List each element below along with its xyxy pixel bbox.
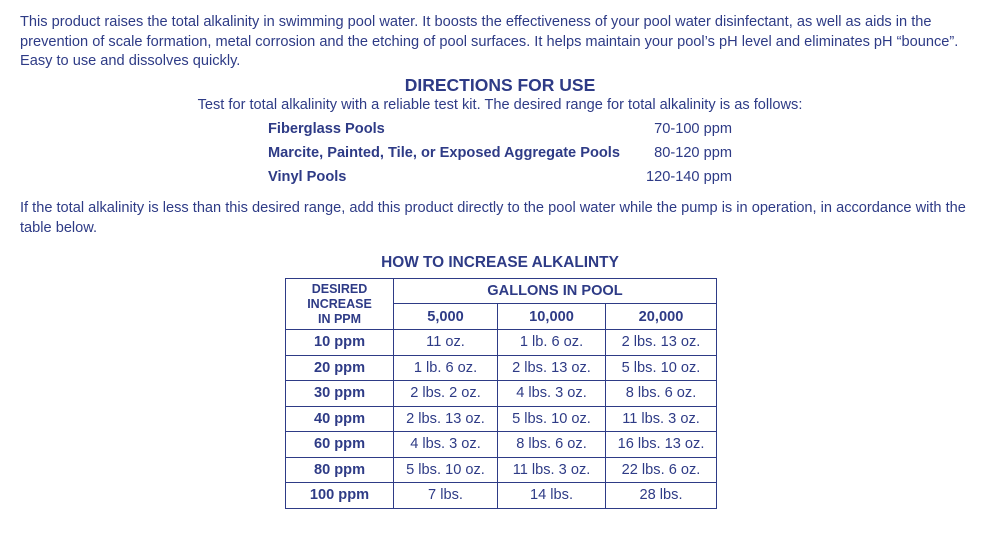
- desired-header-line: INCREASE: [307, 296, 372, 311]
- row-ppm: 60 ppm: [286, 432, 394, 458]
- outro-paragraph: If the total alkalinity is less than this desired range, add this product directly to the pool water while the pump is in operation, in accordance with the table below.: [20, 200, 966, 236]
- range-pool-type: Fiberglass Pools: [268, 121, 385, 137]
- table-row: [286, 381, 717, 407]
- row-amount: 22 lbs. 6 oz.: [606, 457, 717, 483]
- row-ppm: 20 ppm: [286, 355, 394, 381]
- row-amount: 4 lbs. 3 oz.: [394, 432, 498, 458]
- range-row-marcite: [268, 142, 732, 164]
- table-row: [286, 406, 717, 432]
- directions-heading: DIRECTIONS FOR USE: [404, 75, 596, 95]
- gallons-col-10000: 10,000: [498, 304, 606, 330]
- row-amount: 2 lbs. 13 oz.: [498, 355, 606, 381]
- row-amount: 5 lbs. 10 oz.: [394, 457, 498, 483]
- gallons-in-pool-header: GALLONS IN POOL: [394, 279, 717, 304]
- intro-paragraph: This product raises the total alkalinity in swimming pool water. It boosts the effectiveness of your pool water disinfectant, as well as aids in the prevention of scale formation, metal corrosion and the etching of pool surfaces. It helps maintain your pool’s pH level and eliminates pH “bounce”. Easy to use and dissolves quickly.: [20, 14, 959, 69]
- row-amount: 8 lbs. 6 oz.: [606, 381, 717, 407]
- gallons-col-5000: 5,000: [394, 304, 498, 330]
- range-pool-type: Vinyl Pools: [268, 169, 347, 185]
- table-row: [286, 330, 717, 356]
- row-amount: 11 lbs. 3 oz.: [606, 406, 717, 432]
- desired-header-line: IN PPM: [317, 311, 362, 326]
- alkalinity-table: [285, 278, 717, 509]
- row-amount: 5 lbs. 10 oz.: [498, 406, 606, 432]
- row-ppm: 40 ppm: [286, 406, 394, 432]
- desired-increase-header: [286, 279, 394, 330]
- row-ppm: 30 ppm: [286, 381, 394, 407]
- range-ppm: 70-100 ppm: [654, 121, 732, 137]
- range-row-vinyl: [268, 166, 732, 188]
- row-amount: 1 lb. 6 oz.: [394, 355, 498, 381]
- row-amount: 14 lbs.: [498, 483, 606, 509]
- row-amount: 28 lbs.: [606, 483, 717, 509]
- row-amount: 8 lbs. 6 oz.: [498, 432, 606, 458]
- range-pool-type: Marcite, Painted, Tile, or Exposed Aggregate Pools: [268, 145, 620, 161]
- desired-header-line: DESIRED: [311, 281, 368, 296]
- range-ppm: 120-140 ppm: [645, 169, 732, 185]
- range-ppm: 80-120 ppm: [654, 145, 732, 161]
- row-amount: 16 lbs. 13 oz.: [606, 432, 717, 458]
- table-row: [286, 483, 717, 509]
- gallons-col-20000: 20,000: [606, 304, 717, 330]
- table-heading: HOW TO INCREASE ALKALINTY: [381, 254, 619, 271]
- row-amount: 2 lbs. 13 oz.: [606, 330, 717, 356]
- row-amount: 11 lbs. 3 oz.: [498, 457, 606, 483]
- row-amount: 7 lbs.: [394, 483, 498, 509]
- row-amount: 2 lbs. 13 oz.: [394, 406, 498, 432]
- row-ppm: 100 ppm: [286, 483, 394, 509]
- test-instruction: Test for total alkalinity with a reliable test kit. The desired range for total alkalinity is as follows:: [197, 97, 803, 113]
- table-row: [286, 432, 717, 458]
- table-header-row: [286, 279, 717, 304]
- range-row-fiberglass: [268, 118, 732, 140]
- row-amount: 11 oz.: [394, 330, 498, 356]
- row-ppm: 10 ppm: [286, 330, 394, 356]
- row-amount: 2 lbs. 2 oz.: [394, 381, 498, 407]
- row-ppm: 80 ppm: [286, 457, 394, 483]
- row-amount: 4 lbs. 3 oz.: [498, 381, 606, 407]
- table-row: [286, 355, 717, 381]
- row-amount: 5 lbs. 10 oz.: [606, 355, 717, 381]
- row-amount: 1 lb. 6 oz.: [498, 330, 606, 356]
- table-row: [286, 457, 717, 483]
